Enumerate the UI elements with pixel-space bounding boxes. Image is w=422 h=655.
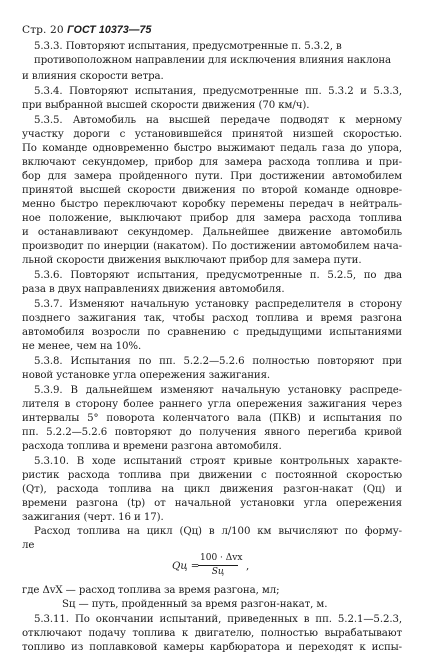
fraction-bar [198,565,238,566]
text-line: включают секундомер, прибор для замера расхода топлива и при- [22,157,402,168]
standard-code: ГОСТ 10373—75 [67,24,152,36]
formula-lhs: Qц = [172,561,200,572]
text-line: ристик расхода топлива при движении с постоянной скоростью [22,470,402,481]
text-line: производит по инерции (накатом). По достижении автомобилем нача- [22,241,402,252]
text-line: автомобиля возросли по сравнению с предыдущими испытаниями [22,327,402,338]
text-line: интервалы 5° поворота коленчатого вала (ПКВ) и испытания по [22,413,402,424]
text-line: топливо из поплавковой камеры карбюратора и переходят к испы- [22,642,402,653]
text-line: раза в двух направлениях движения автомобиля. [22,284,285,295]
text-line: и влияния скорости ветра. [22,71,164,82]
text-line: времени разгона (tр) от начальной установки угла опережения [22,498,402,509]
text-line: пп. 5.2.2—5.2.6 повторяют до получения явного перегиба кривой [22,427,402,438]
text-line: участку дороги с установившейся принятой низшей скоростью. [22,129,402,140]
text-line: зажигания (черт. 16 и 17). [22,512,164,523]
text-line: бор для замера пройденного пути. При достижении автомобилем [22,171,402,182]
text-line: льной скорости движения выключают прибор для замера пути. [22,255,362,266]
text-line: менно быстро переключают коробку перемены передач в нейтраль- [22,199,402,210]
text-line: отключают подачу топлива к двигателю, полностью вырабатывают [22,628,402,639]
text-line: По команде одновременно быстро выжимают педаль газа до упора, [22,143,402,154]
text-line: Расход топлива на цикл (Qц) в л/100 км вычисляют по форму- [34,526,402,537]
text-line: ное положение, выключают прибор для замера расхода топлива [22,213,402,224]
text-line: 5.3.9. В дальнейшем изменяют начальную установку распреде- [34,385,402,396]
text-line: 5.3.8. Испытания по пп. 5.2.2—5.2.6 полностью повторяют при [34,356,402,367]
text-line: при выбранной высшей скорости движения (70 км/ч). [22,100,310,111]
text-line: позднего зажигания так, чтобы расход топлива и время разгона [22,313,402,324]
formula-numerator: 100 · Δvх [200,553,243,563]
text-line: ле [22,540,35,551]
text-line: не менее, чем на 10%. [22,341,142,352]
text-line: расхода топлива и времени разгона автомобиля. [22,441,282,452]
text-line: 5.3.4. Повторяют испытания, предусмотренные пп. 5.3.2 и 5.3.3, [34,86,402,97]
formula-comma: , [246,561,250,572]
text-line: принятой высшей скорости движения по второй команде одновре- [22,185,402,196]
text-line: лителя в сторону более раннего угла опережения зажигания через [22,399,402,410]
text-line: (Qт), расхода топлива на цикл движения разгон-накат (Qц) и [22,484,402,495]
text-line: 5.3.11. По окончании испытаний, приведенных в пп. 5.2.1—5.2.3, [34,614,402,625]
page-number: Стр. 20 [22,24,64,36]
text-line: 5.3.6. Повторяют испытания, предусмотренные п. 5.2.5, по два [34,270,402,281]
text-line: 5.3.10. В ходе испытаний строят кривые контрольных характе- [34,456,402,467]
formula-denominator: Sц [211,567,225,577]
text-line: где ΔvХ — расход топлива за время разгона, мл; [22,585,280,596]
text-line: новой установке угла опережения зажигания. [22,370,271,381]
text-line: 5.3.7. Изменяют начальную установку распределителя в сторону [34,299,402,310]
page-header [22,24,152,36]
paragraph-5-3-3: 5.3.3. Повторяют испытания, предусмотренные п. 5.3.2, в противоположном направлении для исключения влияния наклона [34,41,392,66]
text-line: 5.3.5. Автомобиль на высшей передаче подводят к мерному [34,115,402,126]
text-line: и останавливают секундомер. Дальнейшее движение автомобиль [22,227,402,238]
text-line: Sц — путь, пройденный за время разгон-накат, м. [62,599,328,610]
